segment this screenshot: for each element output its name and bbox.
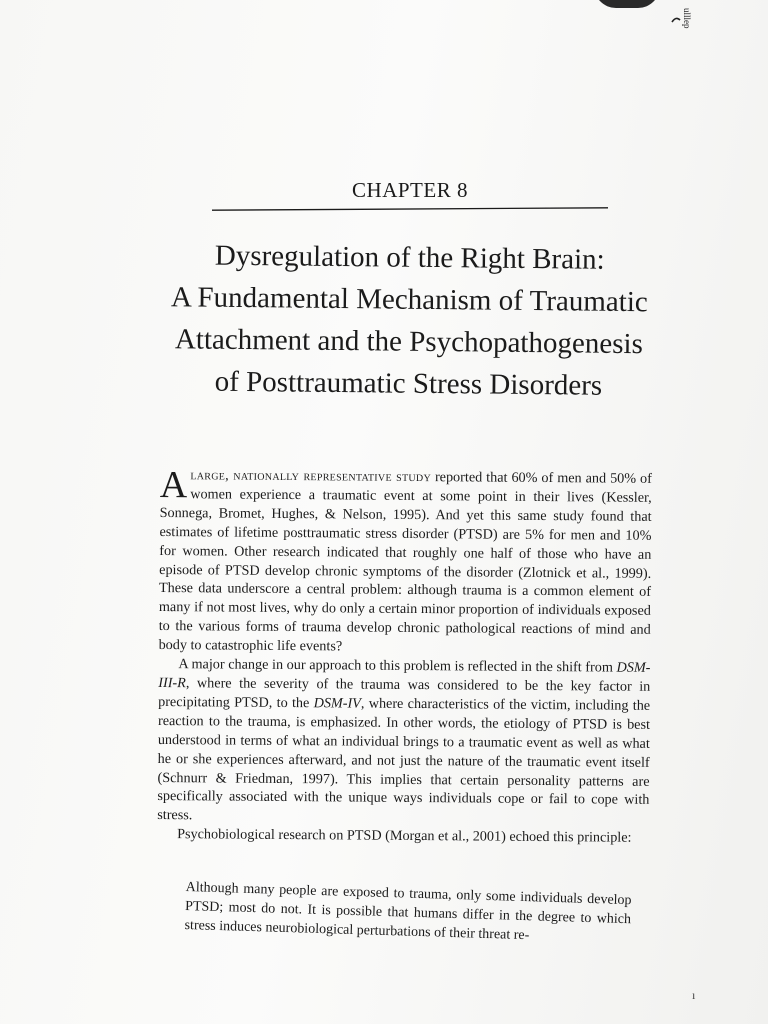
paragraph-2 [157,655,650,829]
chapter-title-line: Attachment and the Psychopathogenesis [174,323,644,361]
chapter-title-line: Dysregulation of the Right Brain: [214,239,605,276]
chapter-title-line: of Posttraumatic Stress Disorders [214,365,603,402]
paragraph-1 [159,466,652,659]
chapter-rule [212,206,608,212]
paragraph-2-text: , where characteristics of the victim, including the reaction to the trauma, is emphasized. In other words, the etiology of PTSD is best understood in terms of what an individual brings to a traumatic event as well as what he or she experiences afterward, and not just the nature of the traumatic event itself (Schnurr & Friedman, 1997). This implies that certain personality patterns are specifically associated with the unique ways individuals cope or fail to cope with stress. [157,695,651,824]
italic-term: DSM-III-R [158,659,651,692]
margin-scribble [670,4,700,50]
paragraph-2-text: A major change in our approach to this problem is reflected in the shift from [178,656,617,676]
italic-term: DSM-IV [313,695,361,712]
margin-scribble-text: ulllep [682,8,692,29]
body-text [157,466,652,848]
chapter-label: CHAPTER 8 [352,178,468,202]
block-quote [184,878,631,948]
chapter-title [148,234,670,407]
paragraph-3: Psychobiological research on PTSD (Morgan et al., 2001) echoed this principle: [177,826,632,846]
scan-corner-shadow [594,0,660,8]
block-quote-text: Although many people are exposed to trauma, only some individuals develop PTSD; most do not. It is possible that humans differ in the degree to which stress induces neurobiological perturbations of their threat re- [184,879,632,944]
paragraph-1-text: reported that 60% of men and 50% of women experience a traumatic event at some point in their lives (Kessler, Sonnega, Bromet, Hughes, & Nelson, 1995). And yet this same study found that estimates of lifetime posttraumatic stress disorder (PTSD) are 5% for men and 10% for women. Other research indicated that roughly one half of those who have an episode of PTSD develop chronic symptoms of the disorder (Zlotnick et al., 1999). These data underscore a central problem: although trauma is a common element of many if not most lives, why do only a certain minor proportion of individuals exposed to the various forms of trauma develop chronic pathological reactions of mind and body to catastrophic life events? [158,469,652,655]
paragraph-2-text: , where the severity of the trauma was considered to be the key factor in precipitating PTSD, to the [158,675,651,712]
page-edge-mark: ı [692,988,696,1002]
smallcaps-lead: large, nationally representative study [190,467,432,486]
chapter-title-line: A Fundamental Mechanism of Traumatic [170,281,648,319]
drop-cap: A [159,464,188,507]
